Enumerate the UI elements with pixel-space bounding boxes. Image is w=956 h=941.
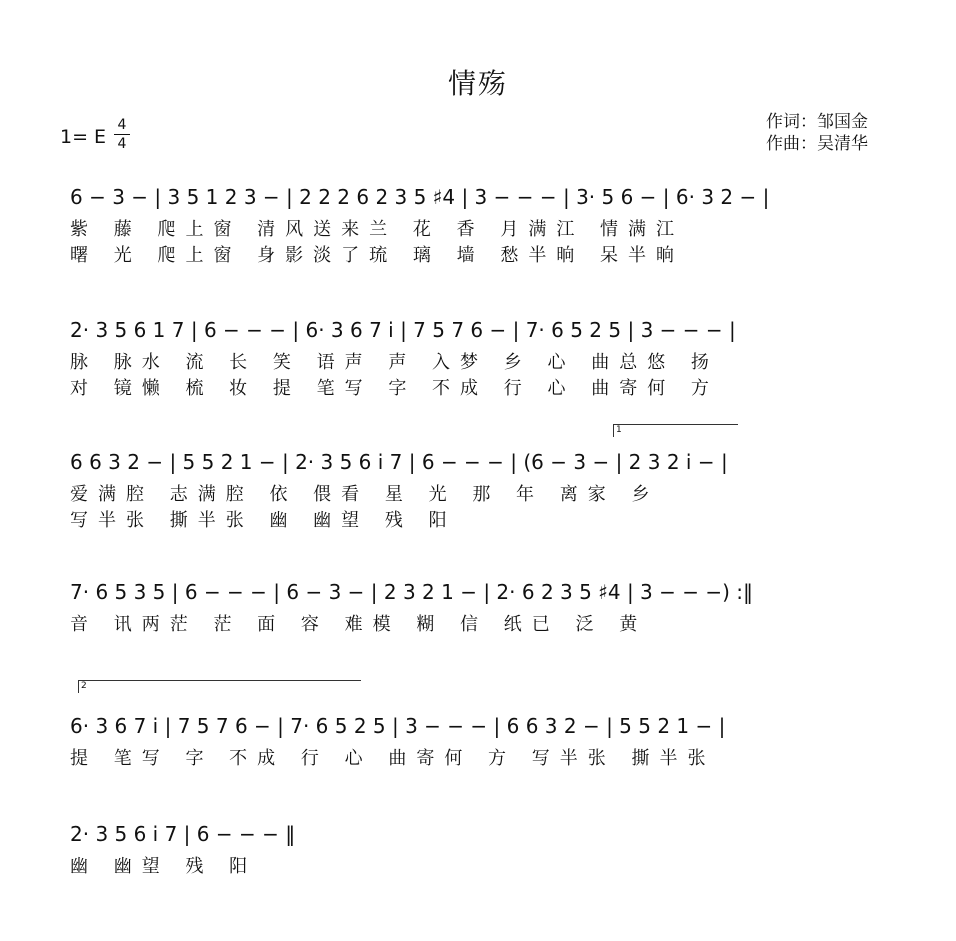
volta-bracket-1: 1 (613, 424, 738, 437)
time-signature (112, 117, 132, 152)
composer-credit: 作曲：吴清华 (766, 134, 868, 154)
time-signature-bottom: 4 (117, 136, 127, 152)
lyrics-verse-1: 音 讯两茫 茫 面 容 难模 糊 信 纸已 泛 黄 (70, 614, 648, 635)
score-row-5 (0, 714, 956, 804)
lyrics-verse-2: 写半张 撕半张 幽 幽望 残 阳 (70, 510, 457, 531)
notation-line: 6· 3 6 7 i | 7 5 7 6 − | 7· 6 5 2 5 | 3 − − − | 6 6 3 2 − | 5 5 2 1 − | (70, 714, 726, 738)
score-row-4 (0, 580, 956, 670)
lyrics-verse-1: 提 笔写 字 不成 行 心 曲寄何 方 写半张 撕半张 (70, 748, 716, 769)
notation-line: 2· 3 5 6 1 7 | 6 − − − | 6· 3 6 7 i | 7 5 7 6 − | 7· 6 5 2 5 | 3 − − − | (70, 318, 736, 342)
lyricist-credit: 作词：邹国金 (766, 112, 868, 132)
lyrics-verse-2: 曙 光 爬上窗 身影淡了琉 璃 墙 愁半晌 呆半晌 (70, 245, 685, 266)
lyrics-verse-1: 幽 幽望 残 阳 (70, 856, 258, 877)
key-signature: 1= E (60, 126, 107, 148)
notation-line: 2· 3 5 6 i 7 | 6 − − − ‖ (70, 822, 296, 846)
notation-line: 6 − 3 − | 3 5 1 2 3 − | 2 2 2 6 2 3 5 ♯4 | 3 − − − | 3· 5 6 − | 6· 3 2 − | (70, 185, 770, 209)
volta-bracket-2: 2 (78, 680, 361, 693)
lyrics-verse-2: 对 镜懒 梳 妆 提 笔写 字 不成 行 心 曲寄何 方 (70, 378, 719, 399)
score-row-3 (0, 450, 956, 540)
time-signature-top: 4 (117, 117, 127, 133)
notation-line: 7· 6 5 3 5 | 6 − − − | 6 − 3 − | 2 3 2 1 − | 2· 6 2 3 5 ♯4 | 3 − − −) :‖ (70, 580, 754, 604)
song-title: 情殇 (447, 67, 508, 100)
lyrics-verse-1: 爱满腔 志满腔 依 偎看 星 光 那 年 离家 乡 (70, 484, 660, 505)
notation-line: 6 6 3 2 − | 5 5 2 1 − | 2· 3 5 6 i 7 | 6 − − − | (6 − 3 − | 2 3 2 i − | (70, 450, 728, 474)
lyrics-verse-1: 脉 脉水 流 长 笑 语声 声 入梦 乡 心 曲总悠 扬 (70, 352, 719, 373)
score-row-6 (0, 822, 956, 912)
score-row-1 (0, 185, 956, 275)
score-row-2 (0, 318, 956, 408)
lyrics-verse-1: 紫 藤 爬上窗 清风送来兰 花 香 月满江 情满江 (70, 219, 685, 240)
